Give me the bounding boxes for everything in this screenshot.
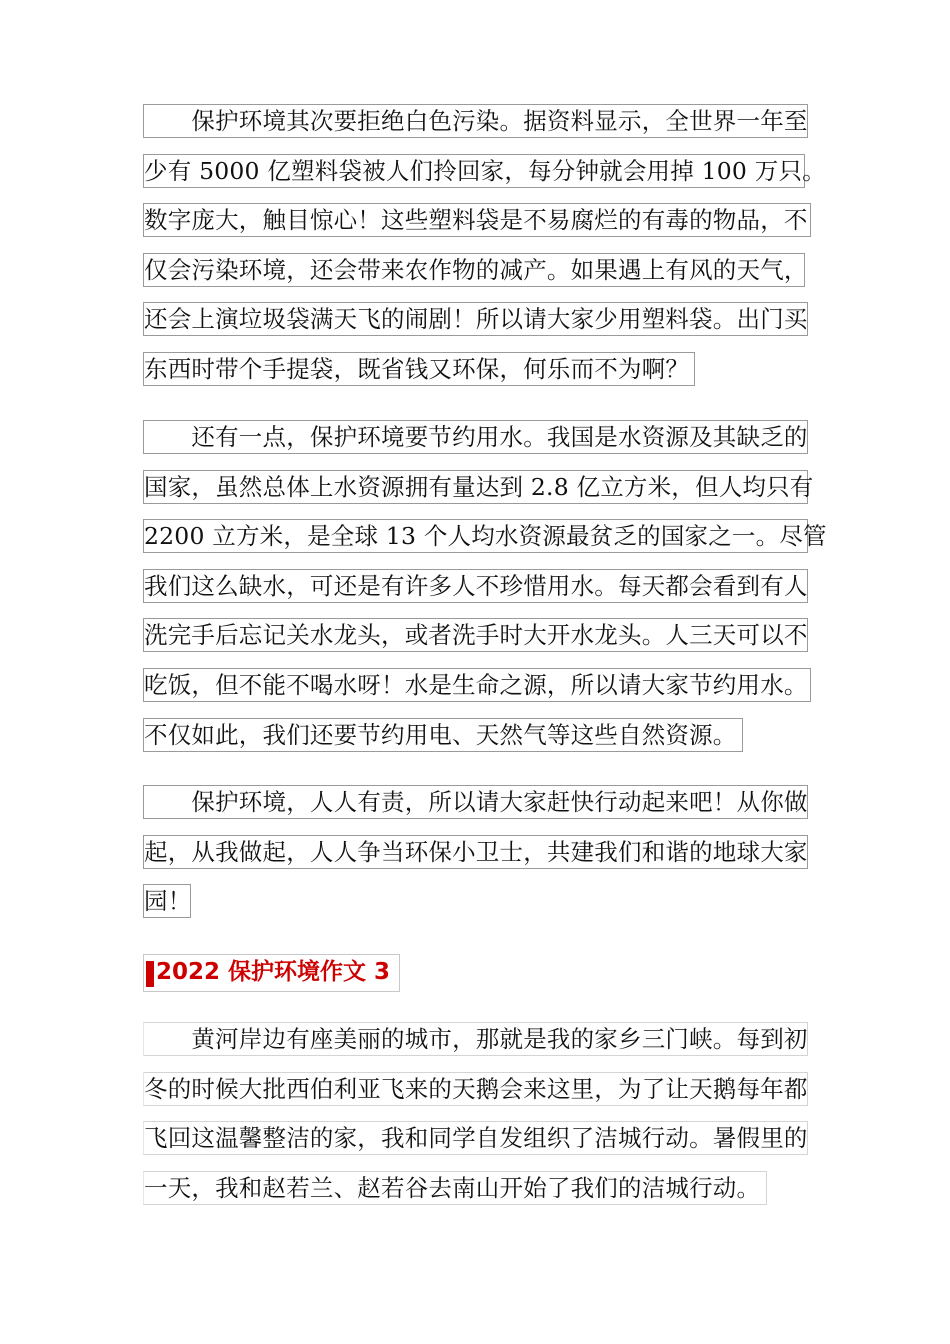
- text-line: 国家，虽然总体上水资源拥有量达到 2.8 亿立方米，但人均只有: [143, 470, 808, 520]
- text-line: 2200 立方米，是全球 13 个人均水资源最贫乏的国家之一。尽管: [143, 519, 808, 569]
- paragraph-white-pollution: [143, 104, 826, 402]
- text-line: 数字庞大，触目惊心！这些塑料袋是不易腐烂的有毒的物品，不: [143, 203, 808, 253]
- text-line: 仅会污染环境，还会带来农作物的减产。如果遇上有风的天气，: [143, 253, 808, 303]
- text-line: 我们这么缺水，可还是有许多人不珍惜用水。每天都会看到有人: [143, 569, 808, 619]
- text-line: 黄河岸边有座美丽的城市，那就是我的家乡三门峡。每到初: [143, 1022, 808, 1072]
- text-line: 园！: [143, 884, 808, 934]
- text-line: 保护环境，人人有责，所以请大家赶快行动起来吧！从你做: [143, 785, 808, 835]
- section-heading: [143, 954, 400, 992]
- text-line: 还有一点，保护环境要节约用水。我国是水资源及其缺乏的: [143, 420, 808, 470]
- text-line: 吃饭，但不能不喝水呀！水是生命之源，所以请大家节约用水。: [143, 668, 808, 718]
- text-line: 飞回这温馨整洁的家，我和同学自发组织了洁城行动。暑假里的: [143, 1121, 808, 1171]
- text-line: 不仅如此，我们还要节约用电、天然气等这些自然资源。: [143, 718, 808, 768]
- paragraph-call-to-action: [143, 785, 808, 934]
- heading-title: 2022 保护环境作文 3: [156, 959, 391, 985]
- text-line: 洗完手后忘记关水龙头，或者洗手时大开水龙头。人三天可以不: [143, 618, 808, 668]
- text-line: 一天，我和赵若兰、赵若谷去南山开始了我们的洁城行动。: [143, 1171, 808, 1221]
- paragraph-hometown: [143, 1022, 808, 1220]
- heading-marker: [146, 961, 154, 987]
- text-line: 东西时带个手提袋，既省钱又环保，何乐而不为啊？: [143, 352, 808, 402]
- paragraph-save-water: [143, 420, 827, 767]
- text-line: 保护环境其次要拒绝白色污染。据资料显示，全世界一年至: [143, 104, 808, 154]
- text-line: 冬的时候大批西伯利亚飞来的天鹅会来这里，为了让天鹅每年都: [143, 1072, 808, 1122]
- text-line: 少有 5000 亿塑料袋被人们拎回家，每分钟就会用掉 100 万只。: [143, 154, 808, 204]
- text-line: 还会上演垃圾袋满天飞的闹剧！所以请大家少用塑料袋。出门买: [143, 302, 808, 352]
- text-line: 起，从我做起，人人争当环保小卫士，共建我们和谐的地球大家: [143, 835, 808, 885]
